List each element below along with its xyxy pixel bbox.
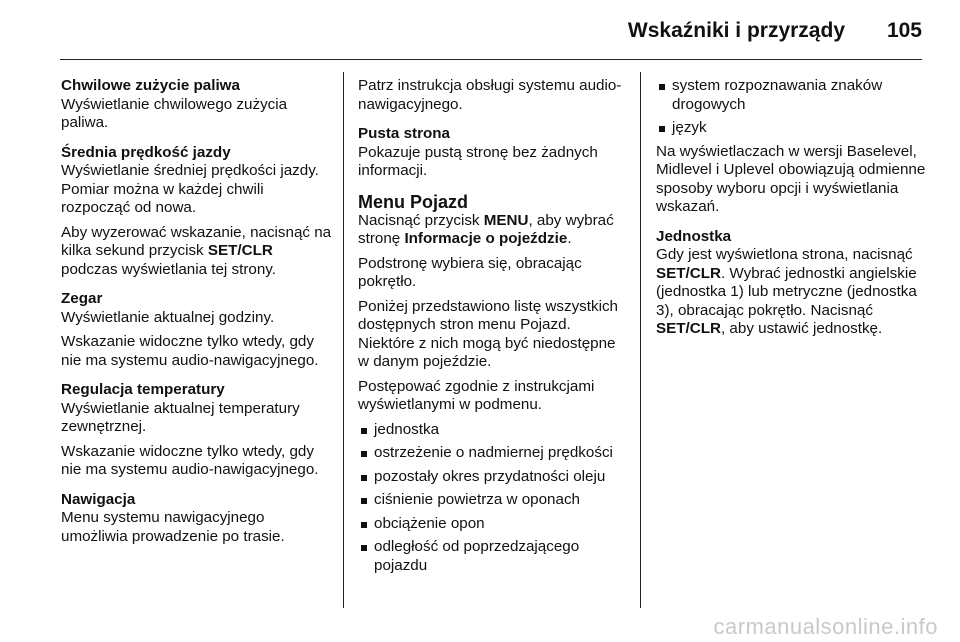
vehicle-menu-list [358, 421, 628, 576]
section-instant-fuel [61, 77, 333, 133]
section-heading: Jednostka [656, 227, 732, 245]
section-heading: Chwilowe zużycie paliwa [61, 77, 240, 94]
section-versions [656, 143, 932, 217]
list-item: odległość od poprzedzającego pojazdu [358, 538, 628, 575]
list-item: jednostka [358, 421, 628, 440]
paragraph: Wyświetlanie aktualnej temperatury zewnętrznej. [61, 399, 300, 435]
paragraph: Wyświetlanie chwilowego zużycia paliwa. [61, 95, 288, 131]
paragraph: Patrz instrukcja obsługi systemu audio-nawigacyjnego. [358, 77, 622, 113]
section-heading: Nawigacja [61, 490, 136, 508]
section-heading: Pusta strona [358, 125, 450, 142]
section-heading: Średnia prędkość jazdy [61, 143, 231, 161]
list-item: obciążenie opon [358, 515, 628, 534]
list-item: ciśnienie powietrza w oponach [358, 491, 628, 510]
paragraph: Podstronę wybiera się, obracając pokrętło. [358, 254, 582, 290]
column-divider-2 [640, 72, 641, 608]
section-temperature [61, 381, 333, 480]
menu-page-name: Informacje o pojeździe [404, 230, 568, 247]
paragraph: Nacisnąć przycisk MENU, aby wybrać stronę Informacje o pojeździe. [358, 211, 614, 247]
list-item: język [656, 119, 932, 138]
bullet-square-icon [361, 428, 367, 434]
list-item: pozostały okres przydatności oleju [358, 468, 628, 487]
paragraph-reset: Aby wyzerować wskazanie, nacisnąć na kilka sekund przycisk SET/CLR podczas wyświetlania tej strony. [61, 223, 332, 278]
header-divider [60, 59, 922, 60]
bullet-square-icon [659, 84, 665, 90]
section-average-speed [61, 144, 333, 280]
vehicle-menu-list-continued [656, 77, 932, 138]
column-1 [61, 77, 333, 557]
column-2 [358, 77, 628, 586]
section-heading: Regulacja temperatury [61, 381, 225, 398]
paragraph: Na wyświetlaczach w wersji Baselevel, Midlevel i Uplevel obowiązują odmienne sposoby wyboru opcji i wyświetlania wskazań. [656, 142, 926, 215]
list-item: system rozpoznawania znaków drogowych [656, 77, 932, 114]
paragraph: Wskazanie widoczne tylko wtedy, gdy nie ma systemu audio-nawigacyjnego. [61, 442, 319, 478]
column-3 [656, 77, 932, 350]
watermark: carmanualsonline.info [713, 614, 938, 639]
section-vehicle-menu [358, 192, 628, 576]
paragraph: Wyświetlanie średniej prędkości jazdy. Pomiar można w każdej chwili rozpocząć od nowa. [61, 162, 319, 216]
section-heading: Zegar [61, 290, 103, 307]
paragraph: Menu systemu nawigacyjnego umożliwia prowadzenie po trasie. [61, 509, 285, 545]
section-intro [358, 77, 628, 114]
key-set-clr: SET/CLR [656, 264, 721, 282]
paragraph: Poniżej przedstawiono listę wszystkich dostępnych stron menu Pojazd. Niektóre z nich mogą być niedostępne w danym pojeździe. [358, 297, 618, 370]
paragraph: Pokazuje pustą stronę bez żadnych informacji. [358, 143, 598, 179]
list-item: ostrzeżenie o nadmiernej prędkości [358, 444, 628, 463]
paragraph: Postępować zgodnie z instrukcjami wyświetlanymi w podmenu. [358, 377, 595, 413]
column-divider-1 [343, 72, 344, 608]
key-set-clr: SET/CLR [656, 320, 721, 337]
section-clock [61, 290, 333, 370]
page-number: 105 [886, 19, 922, 42]
section-unit [656, 228, 932, 339]
section-navigation [61, 491, 333, 547]
page-title: Wskaźniki i przyrządy [627, 19, 845, 42]
key-menu: MENU [483, 211, 529, 229]
bullet-square-icon [361, 522, 367, 528]
section-blank-page [358, 125, 628, 181]
bullet-square-icon [659, 126, 665, 132]
bullet-square-icon [361, 545, 367, 551]
bullet-square-icon [361, 498, 367, 504]
section-heading-large: Menu Pojazd [358, 191, 469, 212]
paragraph: Wyświetlanie aktualnej godziny. [61, 308, 275, 326]
key-set-clr: SET/CLR [207, 242, 273, 259]
paragraph: Wskazanie widoczne tylko wtedy, gdy nie ma systemu audio-nawigacyjnego. [61, 333, 319, 369]
bullet-square-icon [361, 451, 367, 457]
paragraph: Gdy jest wyświetlona strona, nacisnąć SET/CLR. Wybrać jednostki angielskie (jednostka 1) lub metryczne (jednostka 3), obracając pokrętło. Nacisnąć SET/CLR, aby ustawić jednostkę. [656, 246, 917, 337]
bullet-square-icon [361, 475, 367, 481]
